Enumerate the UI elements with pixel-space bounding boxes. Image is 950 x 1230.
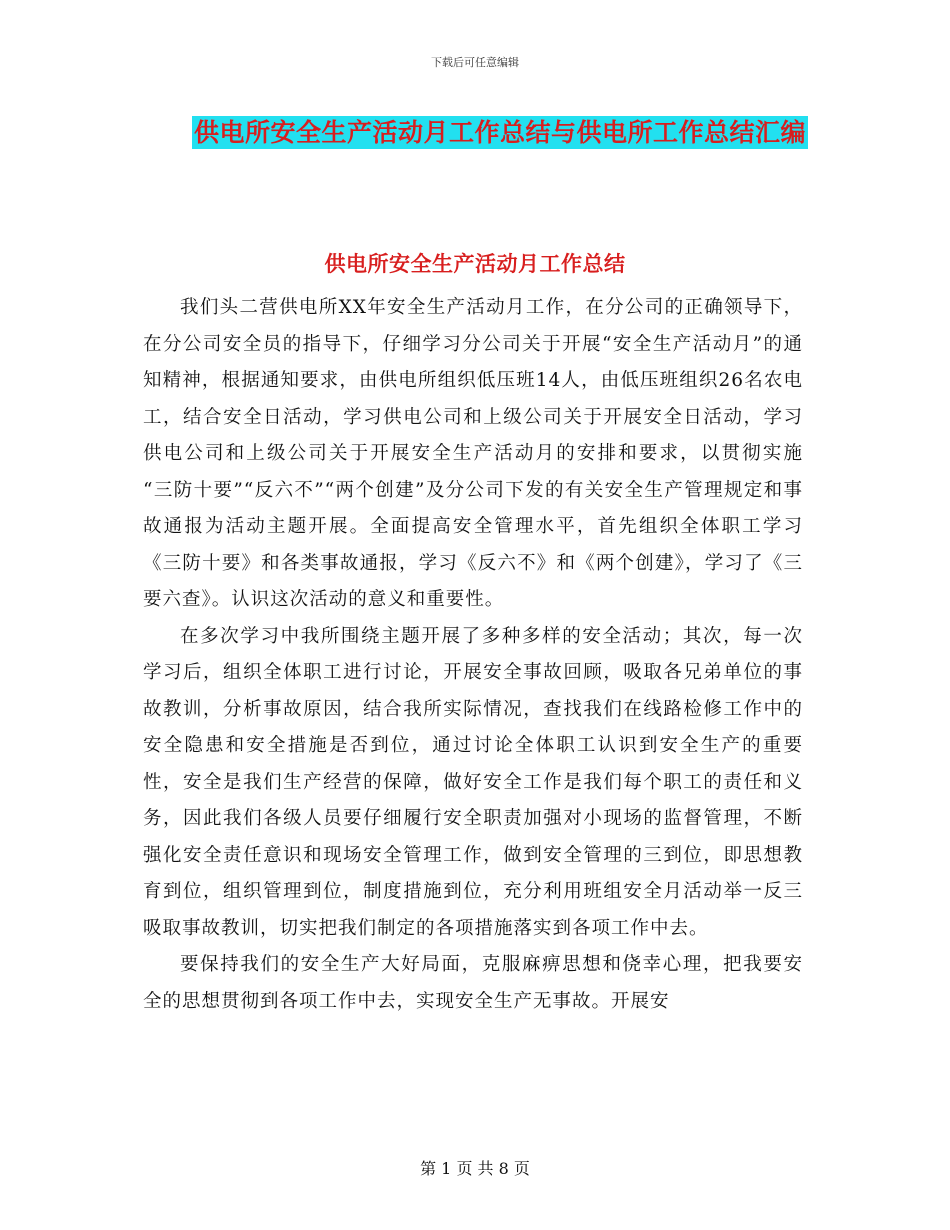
body-text — [143, 290, 803, 1020]
paragraph-1: 我们头二营供电所XX年安全生产活动月工作，在分公司的正确领导下，在分公司安全员的指导下，仔细学习分公司关于开展“安全生产活动月”的通知精神，根据通知要求，由供电所组织低压班14人，由低压班组织26名农电工，结合安全日活动，学习供电公司和上级公司关于开展安全日活动，学习供电公司和上级公司关于开展安全生产活动月的安排和要求，以贯彻实施 “三防十要”“反六不”“两个创建”及分公司下发的有关安全生产管理规定和事故通报为活动主题开展。全面提高安全管理水平，首先组织全体职工学习《三防十要》和各类事故通报，学习《反六不》和《两个创建》，学习了《三要六查》。认识这次活动的意义和重要性。 — [143, 297, 803, 610]
page-number: 第 1 页 共 8 页 — [420, 1159, 530, 1178]
paragraph-2: 在多次学习中我所围绕主题开展了多种多样的安全活动；其次，每一次学习后，组织全体职工进行讨论，开展安全事故回顾，吸取各兄弟单位的事故教训，分析事故原因，结合我所实际情况，查找我们在线路检修工作中的安全隐患和安全措施是否到位，通过讨论全体职工认识到安全生产的重要性，安全是我们生产经营的保障，做好安全工作是我们每个职工的责任和义务，因此我们各级人员要仔细履行安全职责加强对小现场的监督管理，不断强化安全责任意识和现场安全管理工作，做到安全管理的三到位，即思想教育到位，组织管理到位，制度措施到位，充分利用班组安全月活动举一反三吸取事故教训，切实把我们制定的各项措施落实到各项工作中去。 — [143, 625, 803, 939]
paragraph-3: 要保持我们的安全生产大好局面，克服麻痹思想和侥幸心理，把我要安全的思想贯彻到各项工作中去，实现安全生产无事故。开展安 — [143, 954, 803, 1012]
document-title — [150, 110, 850, 155]
document-title-text: 供电所安全生产活动月工作总结与供电所工作总结汇编 — [193, 118, 806, 147]
section-title: 供电所安全生产活动月工作总结 — [324, 252, 626, 276]
page-header-note: 下载后可任意编辑 — [431, 56, 519, 69]
